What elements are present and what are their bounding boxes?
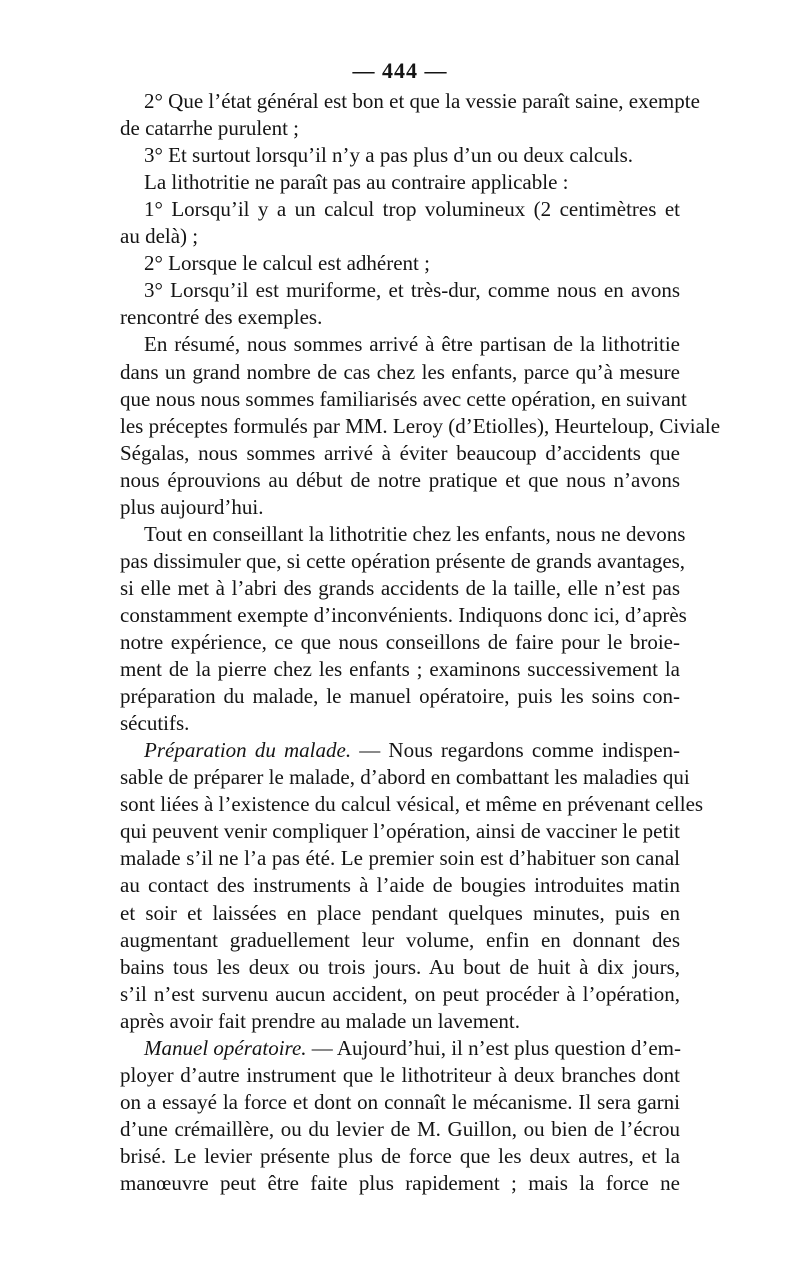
line-text: En résumé, nous sommes arrivé à être partisan de la lithotritie xyxy=(144,332,680,357)
line-text: — Aujourd’hui, il n’est plus question d’em- xyxy=(306,1035,681,1060)
text-line xyxy=(120,629,680,656)
line-text: 3° Lorsqu’il est muriforme, et très-dur, comme nous en avons xyxy=(144,278,680,303)
line-text: nous éprouvions au début de notre pratique et que nous n’avons xyxy=(120,467,680,492)
line-text: — Nous regardons comme indispen- xyxy=(351,738,681,763)
text-line xyxy=(120,494,680,521)
line-text: ment de la pierre chez les enfants ; examinons successivement la xyxy=(120,657,680,682)
line-text: les préceptes formulés par MM. Leroy (d’Etiolles), Heurteloup, Civiale xyxy=(120,413,721,438)
text-line xyxy=(120,602,687,629)
text-line xyxy=(120,900,680,927)
text-line xyxy=(120,331,680,358)
text-line xyxy=(120,413,721,440)
text-line xyxy=(120,683,680,710)
page-number: — 444 — xyxy=(352,58,448,83)
text-line xyxy=(120,250,680,277)
text-line xyxy=(120,954,680,981)
line-text: qui peuvent venir compliquer l’opération, ainsi de vacciner le petit xyxy=(120,819,680,844)
line-text: bains tous les deux ou trois jours. Au bout de huit à dix jours, xyxy=(120,954,680,979)
line-text: après avoir fait prendre au malade un lavement. xyxy=(120,1008,520,1033)
text-line xyxy=(120,1062,680,1089)
line-text: 2° Que l’état général est bon et que la vessie paraît saine, exempte xyxy=(144,89,700,113)
text-line xyxy=(120,1008,680,1035)
line-text: manœuvre peut être faite plus rapidement ; mais la force ne xyxy=(120,1171,680,1195)
line-text: notre expérience, ce que nous conseillons de faire pour le broie- xyxy=(120,630,680,654)
text-line xyxy=(120,575,680,602)
line-text: rencontré des exemples. xyxy=(120,305,323,330)
text-line xyxy=(120,359,680,386)
line-text: d’une crémaillère, ou du levier de M. Guillon, ou bien de l’écrou xyxy=(120,1116,680,1141)
text-line xyxy=(120,710,680,737)
text-line xyxy=(120,656,680,683)
line-text: que nous nous sommes familiarisés avec cette opération, en suivant xyxy=(120,386,687,411)
line-text: malade s’il ne l’a pas été. Le premier soin est d’habituer son canal xyxy=(120,846,680,871)
line-text: ployer d’autre instrument que le lithotriteur à deux branches dont xyxy=(120,1062,680,1087)
text-line xyxy=(120,277,680,304)
line-text: La lithotritie ne paraît pas au contraire applicable : xyxy=(144,170,569,195)
line-text: constamment exempte d’inconvénients. Indiquons donc ici, d’après xyxy=(120,602,687,627)
line-text: Tout en conseillant la lithotritie chez les enfants, nous ne devons xyxy=(144,521,686,546)
text-line xyxy=(120,88,700,115)
text-line xyxy=(120,764,690,791)
line-text: sont liées à l’existence du calcul vésical, et même en prévenant celles xyxy=(120,792,704,817)
text-line xyxy=(120,169,680,196)
text-line xyxy=(120,927,680,954)
line-text: pas dissimuler que, si cette opération présente de grands avantages, xyxy=(120,548,686,573)
text-line xyxy=(120,737,680,764)
line-text: et soir et laissées en place pendant quelques minutes, puis en xyxy=(120,900,680,925)
line-text: de catarrhe purulent ; xyxy=(120,116,299,141)
line-text: au contact des instruments à l’aide de bougies introduites matin xyxy=(120,873,680,898)
line-text: sécutifs. xyxy=(120,711,190,736)
text-line xyxy=(120,845,680,872)
text-line xyxy=(120,1116,680,1143)
text-line xyxy=(120,521,686,548)
line-text: plus aujourd’hui. xyxy=(120,494,264,519)
line-text: Ségalas, nous sommes arrivé à éviter beaucoup d’accidents que xyxy=(120,440,680,465)
text-line xyxy=(120,386,687,413)
text-line xyxy=(120,115,680,142)
line-text: si elle met à l’abri des grands accidents de la taille, elle n’est pas xyxy=(120,575,680,600)
text-line xyxy=(120,981,680,1008)
text-line xyxy=(120,440,680,467)
line-text: préparation du malade, le manuel opératoire, puis les soins con- xyxy=(120,684,680,709)
line-text: 1° Lorsqu’il y a un calcul trop volumineux (2 centimètres et xyxy=(144,197,680,222)
text-line xyxy=(120,548,686,575)
line-text: au delà) ; xyxy=(120,224,199,249)
line-text: s’il n’est survenu aucun accident, on peut procéder à l’opération, xyxy=(120,981,680,1006)
text-line xyxy=(120,1089,680,1116)
text-line xyxy=(120,791,704,818)
text-line xyxy=(120,142,680,169)
text-line xyxy=(120,467,680,494)
text-line xyxy=(120,1170,680,1197)
line-text: 3° Et surtout lorsqu’il n’y a pas plus d’un ou deux calculs. xyxy=(144,143,633,168)
line-text: dans un grand nombre de cas chez les enfants, parce qu’à mesure xyxy=(120,359,680,384)
text-line xyxy=(120,1035,680,1062)
line-text: 2° Lorsque le calcul est adhérent ; xyxy=(144,251,430,276)
text-line xyxy=(120,223,680,250)
text-line xyxy=(120,818,680,845)
line-text: brisé. Le levier présente plus de force que les deux autres, et la xyxy=(120,1143,680,1168)
text-line xyxy=(120,1143,680,1170)
section-heading: Préparation du malade. xyxy=(144,738,352,763)
line-text: on a essayé la force et dont on connaît le mécanisme. Il sera garni xyxy=(120,1089,680,1114)
section-heading: Manuel opératoire. xyxy=(144,1035,307,1060)
line-text: sable de préparer le malade, d’abord en combattant les maladies qui xyxy=(120,765,690,790)
text-line xyxy=(120,196,680,223)
line-text: augmentant graduellement leur volume, enfin en donnant des xyxy=(120,927,680,952)
text-line xyxy=(120,872,680,899)
text-line xyxy=(120,304,680,331)
